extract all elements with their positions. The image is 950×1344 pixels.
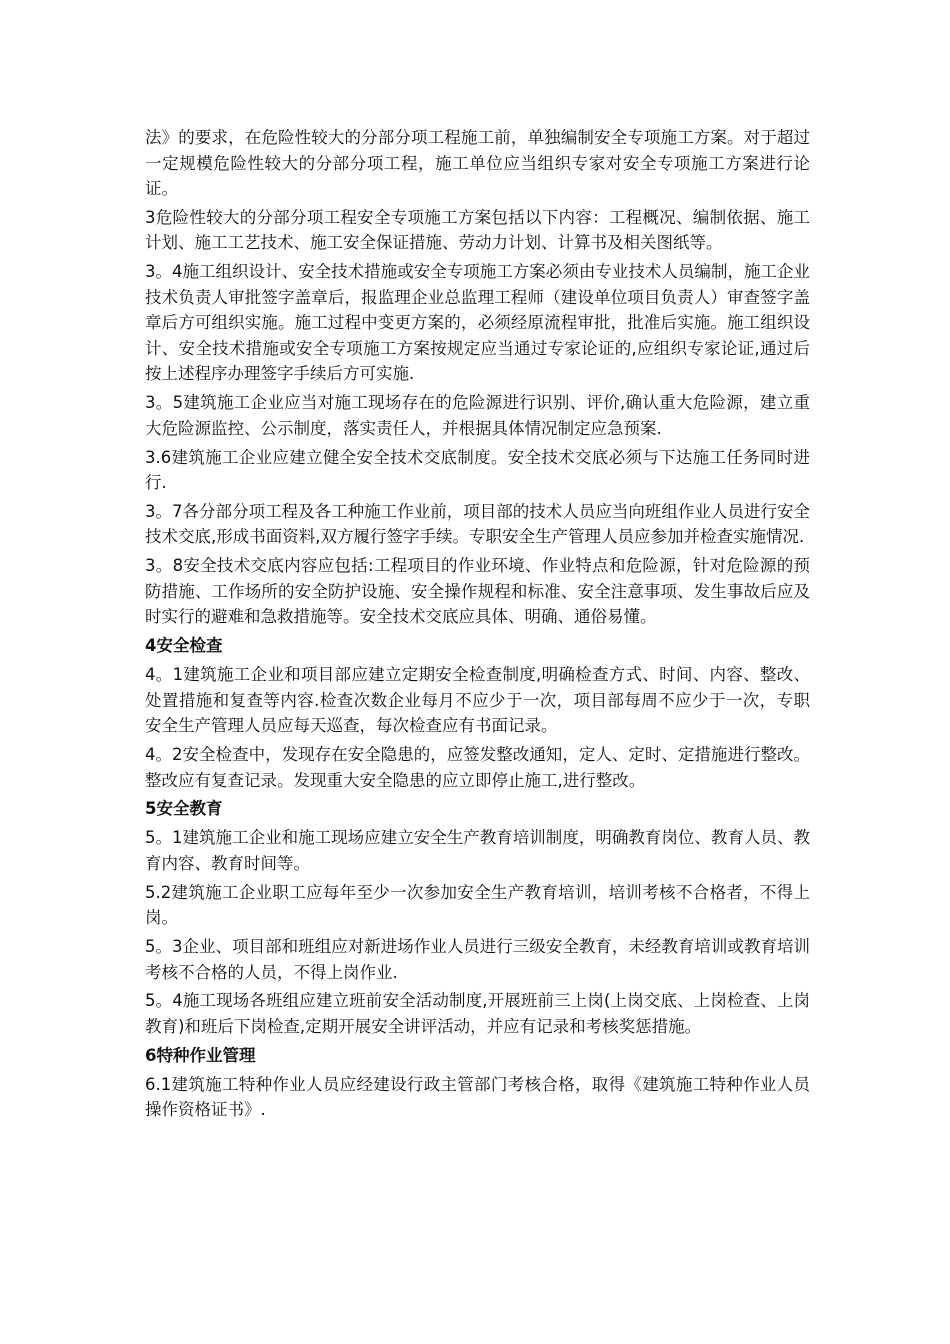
paragraph: 5。1建筑施工企业和施工现场应建立安全生产教育培训制度，明确教育岗位、教育人员、教育内容、教育时间等。 <box>145 828 810 873</box>
paragraph: 5。3企业、项目部和班组应对新进场作业人员进行三级安全教育，未经教育培训或教育培训考核不合格的人员，不得上岗作业. <box>145 937 810 982</box>
paragraph: 3。8安全技术交底内容应包括:工程项目的作业环境、作业特点和危险源，针对危险源的预防措施、工作场所的安全防护设施、安全操作规程和标准、安全注意事项、发生事故后应及时实行的避难和急救措施等。安全技术交底应具体、明确、通俗易懂。 <box>145 556 810 627</box>
paragraph: 3。5建筑施工企业应当对施工现场存在的危险源进行识别、评价,确认重大危险源，建立重大危险源监控、公示制度，落实责任人，并根据具体情况制定应急预案. <box>145 393 810 438</box>
document-body <box>145 125 810 1126</box>
paragraph: 3。7各分部分项工程及各工种施工作业前，项目部的技术人员应当向班组作业人员进行安全技术交底,形成书面资料,双方履行签字手续。专职安全生产管理人员应参加并检查实施情况. <box>145 501 810 547</box>
paragraph: 5.2建筑施工企业职工应每年至少一次参加安全生产教育培训，培训考核不合格者，不得上岗。 <box>145 882 810 928</box>
paragraph: 5。4施工现场各班组应建立班前安全活动制度,开展班前三上岗(上岗交底、上岗检查、上岗教育)和班后下岗检查,定期开展安全讲评活动，并应有记录和考核奖惩措施。 <box>145 991 810 1036</box>
paragraph: 法》的要求，在危险性较大的分部分项工程施工前，单独编制安全专项施工方案。对于超过一定规模危险性较大的分部分项工程，施工单位应当组织专家对安全专项施工方案进行论证。 <box>145 128 810 198</box>
paragraph: 3。4施工组织设计、安全技术措施或安全专项施工方案必须由专业技术人员编制，施工企业技术负责人审批签字盖章后，报监理企业总监理工程师（建设单位项目负责人）审查签字盖章后方可组织实施。施工过程中变更方案的，必须经原流程审批，批准后实施。施工组织设计、安全技术措施或安全专项施工方案按规定应当通过专家论证的,应组织专家论证,通过后按上述程序办理签字手续后方可实施. <box>145 262 810 384</box>
paragraph: 4。1建筑施工企业和项目部应建立定期安全检查制度,明确检查方式、时间、内容、整改、处置措施和复查等内容.检查次数企业每月不应少于一次，项目部每周不应少于一次，专职安全生产管理人员应每天巡查，每次检查应有书面记录。 <box>145 665 810 736</box>
paragraph: 6.1建筑施工特种作业人员应经建设行政主管部门考核合格，取得《建筑施工特种作业人员操作资格证书》. <box>145 1074 810 1120</box>
section-heading: 4安全检查 <box>145 636 223 656</box>
paragraph: 3.6建筑施工企业应建立健全安全技术交底制度。安全技术交底必须与下达施工任务同时进行. <box>145 447 810 493</box>
paragraph: 4。2安全检查中，发现存在安全隐患的，应签发整改通知，定人、定时、定措施进行整改。整改应有复查记录。发现重大安全隐患的应立即停止施工,进行整改。 <box>145 745 810 790</box>
section-heading: 6特种作业管理 <box>145 1045 256 1065</box>
paragraph: 3危险性较大的分部分项工程安全专项施工方案包括以下内容：工程概况、编制依据、施工计划、施工工艺技术、施工安全保证措施、劳动力计划、计算书及相关图纸等。 <box>145 207 810 253</box>
section-heading: 5安全教育 <box>145 799 223 819</box>
